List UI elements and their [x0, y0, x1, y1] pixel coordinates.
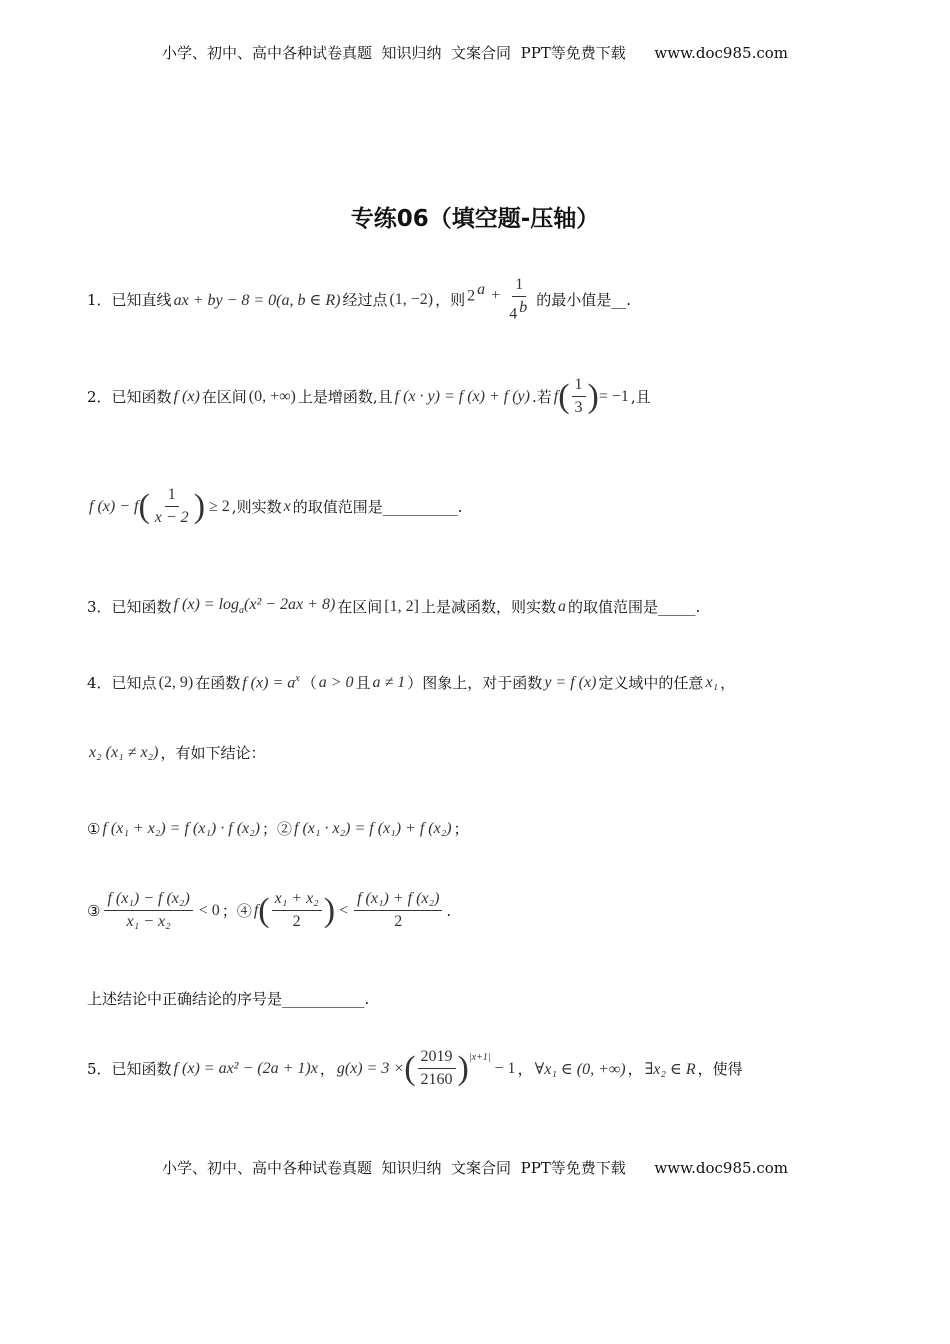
q4-point: (2, 9) [158, 673, 194, 691]
q3-text-3: 上是减函数，则实数 [420, 598, 556, 616]
q4-answer-line: 上述结论中正确结论的序号是___________. [87, 990, 370, 1008]
q2-line2-text-2: 的取值范围是__________. [292, 498, 463, 516]
q5-function-f: f (x) = ax² − (2a + 1)x [173, 1059, 318, 1077]
q4-text-4: 且 [355, 674, 371, 692]
q4-line2-text: ，有如下结论： [160, 744, 266, 762]
q3-text-1: 已知函数 [111, 598, 172, 616]
q2-function: f (x) [173, 387, 200, 405]
question-2-line-2 [87, 486, 462, 527]
q2-text-2: 在区间 [201, 388, 247, 406]
conclusion-3-sep: ；④ [221, 902, 252, 920]
q2-inequality: f (x) − f ( $\frac{1}{x - 2}$ ) ≥ 2 [89, 486, 230, 526]
conclusion-1: f (x₁ + x₂) = f (x₁) · f (x₂) [102, 819, 261, 837]
q4-condition-1: a > 0 [318, 673, 354, 691]
q1-text-3: ，则 [435, 291, 466, 310]
q2-functional-equation: f (x · y) = f (x) + f (y) [394, 387, 530, 405]
q4-variable-x2: x₂ (x₁ ≠ x₂) [89, 743, 159, 761]
q2-text-4: .若 [531, 388, 552, 406]
q2-text-5: ,且 [630, 388, 651, 406]
q2-variable-x: x [283, 497, 291, 515]
q1-text-2: 经过点 [342, 291, 388, 310]
q5-text-5: ，使得 [697, 1060, 743, 1078]
q2-condition: f ( $\frac{1}{3}$ ) = −1 [553, 376, 629, 416]
q1-expression: 2 $^a$ + $\frac{1}{4 ^b}$ [467, 276, 528, 323]
q4-function: f $(x) = a^x$ [242, 672, 300, 692]
q4-text-2: 在函数 [195, 674, 241, 692]
page-footer: 小学、初中、高中各种试卷真题 知识归纳 文案合同 PPT等免费下载 www.doc985.com [161, 1159, 788, 1177]
conclusion-1-marker: ① [87, 819, 101, 838]
q1-line-equation: ax + by − 8 = 0(a, b ∈ R) [173, 291, 341, 309]
q1-point: (1, −2) [389, 290, 434, 308]
question-5 [87, 1048, 743, 1089]
q4-text-3: （ [301, 674, 317, 692]
q5-forall: ∀x₁ ∈ (0, +∞) [534, 1060, 626, 1078]
q3-interval: [1, 2] [384, 597, 419, 615]
q4-number: 4． [87, 674, 112, 692]
question-2 [87, 376, 651, 417]
question-4 [87, 672, 735, 693]
q5-text-1: 已知函数 [111, 1060, 172, 1078]
conclusions-3-4 [87, 890, 451, 931]
conclusion-3-marker: ③ [87, 901, 101, 920]
conclusion-3: $\frac{\text{f (x₁) − f (x₂)}}{\text{x₁ − x₂}}$ < 0 [102, 890, 219, 931]
q3-text-4: 的取值范围是_____. [567, 598, 701, 616]
q3-number: 3． [87, 598, 112, 616]
q5-text-2: ， [319, 1060, 335, 1078]
q4-text-7: ， [720, 674, 736, 692]
q4-function-y: y = f (x) [544, 673, 597, 691]
q2-line2-text: ,则实数 [231, 498, 282, 516]
page-title: 专练06（填空题-压轴） [350, 206, 600, 232]
q5-number: 5． [87, 1060, 112, 1078]
conclusion-4: f ( $\frac{\text{x₁ + x₂}}{2}$ ) < $\frac{\text{f (x₁) + f (x₂)}}{2}$ [254, 890, 445, 931]
conclusions-1-2 [87, 818, 469, 839]
q4-variable-x1: x₁ [705, 673, 719, 691]
page-header: 小学、初中、高中各种试卷真题 知识归纳 文案合同 PPT等免费下载 www.doc985.com [161, 44, 788, 62]
q3-variable-a: a [557, 597, 566, 615]
q2-interval: (0, +∞) [248, 387, 296, 405]
q5-exists: ∃x₂ ∈ R [644, 1060, 696, 1078]
q1-text-1: 已知直线 [111, 291, 172, 310]
question-3 [87, 596, 700, 617]
q4-text-1: 已知点 [111, 674, 157, 692]
q5-text-3: ， [517, 1060, 533, 1078]
q4-text-6: 定义域中的任意 [598, 674, 704, 692]
q1-text-4: 的最小值是__. [536, 291, 631, 310]
q5-text-4: ， [627, 1060, 643, 1078]
q3-text-2: 在区间 [337, 598, 383, 616]
q2-text-3: 上是增函数,且 [297, 388, 393, 406]
conclusion-2: f (x₁ · x₂) = f (x₁) + f (x₂) [294, 819, 452, 837]
q4-text-5: ）图象上，对于函数 [407, 674, 543, 692]
q5-function-g: g(x) = 3 × ( $\frac{2019}{2160}$ ) $^{|x+1|}$ − 1 [336, 1048, 516, 1088]
q2-number: 2． [87, 388, 112, 406]
question-4-line-2 [87, 742, 265, 763]
question-1 [87, 276, 631, 323]
conclusion-4-end: . [446, 901, 452, 920]
q4-condition-2: a ≠ 1 [372, 673, 406, 691]
conclusion-2-sep: ； [453, 820, 469, 838]
q1-number: 1． [87, 291, 112, 310]
conclusion-1-sep: ；② [262, 820, 293, 838]
q2-text-1: 已知函数 [111, 388, 172, 406]
q3-function: f $(x) = \log_a(x^2 - 2ax + 8)$ [173, 596, 336, 617]
